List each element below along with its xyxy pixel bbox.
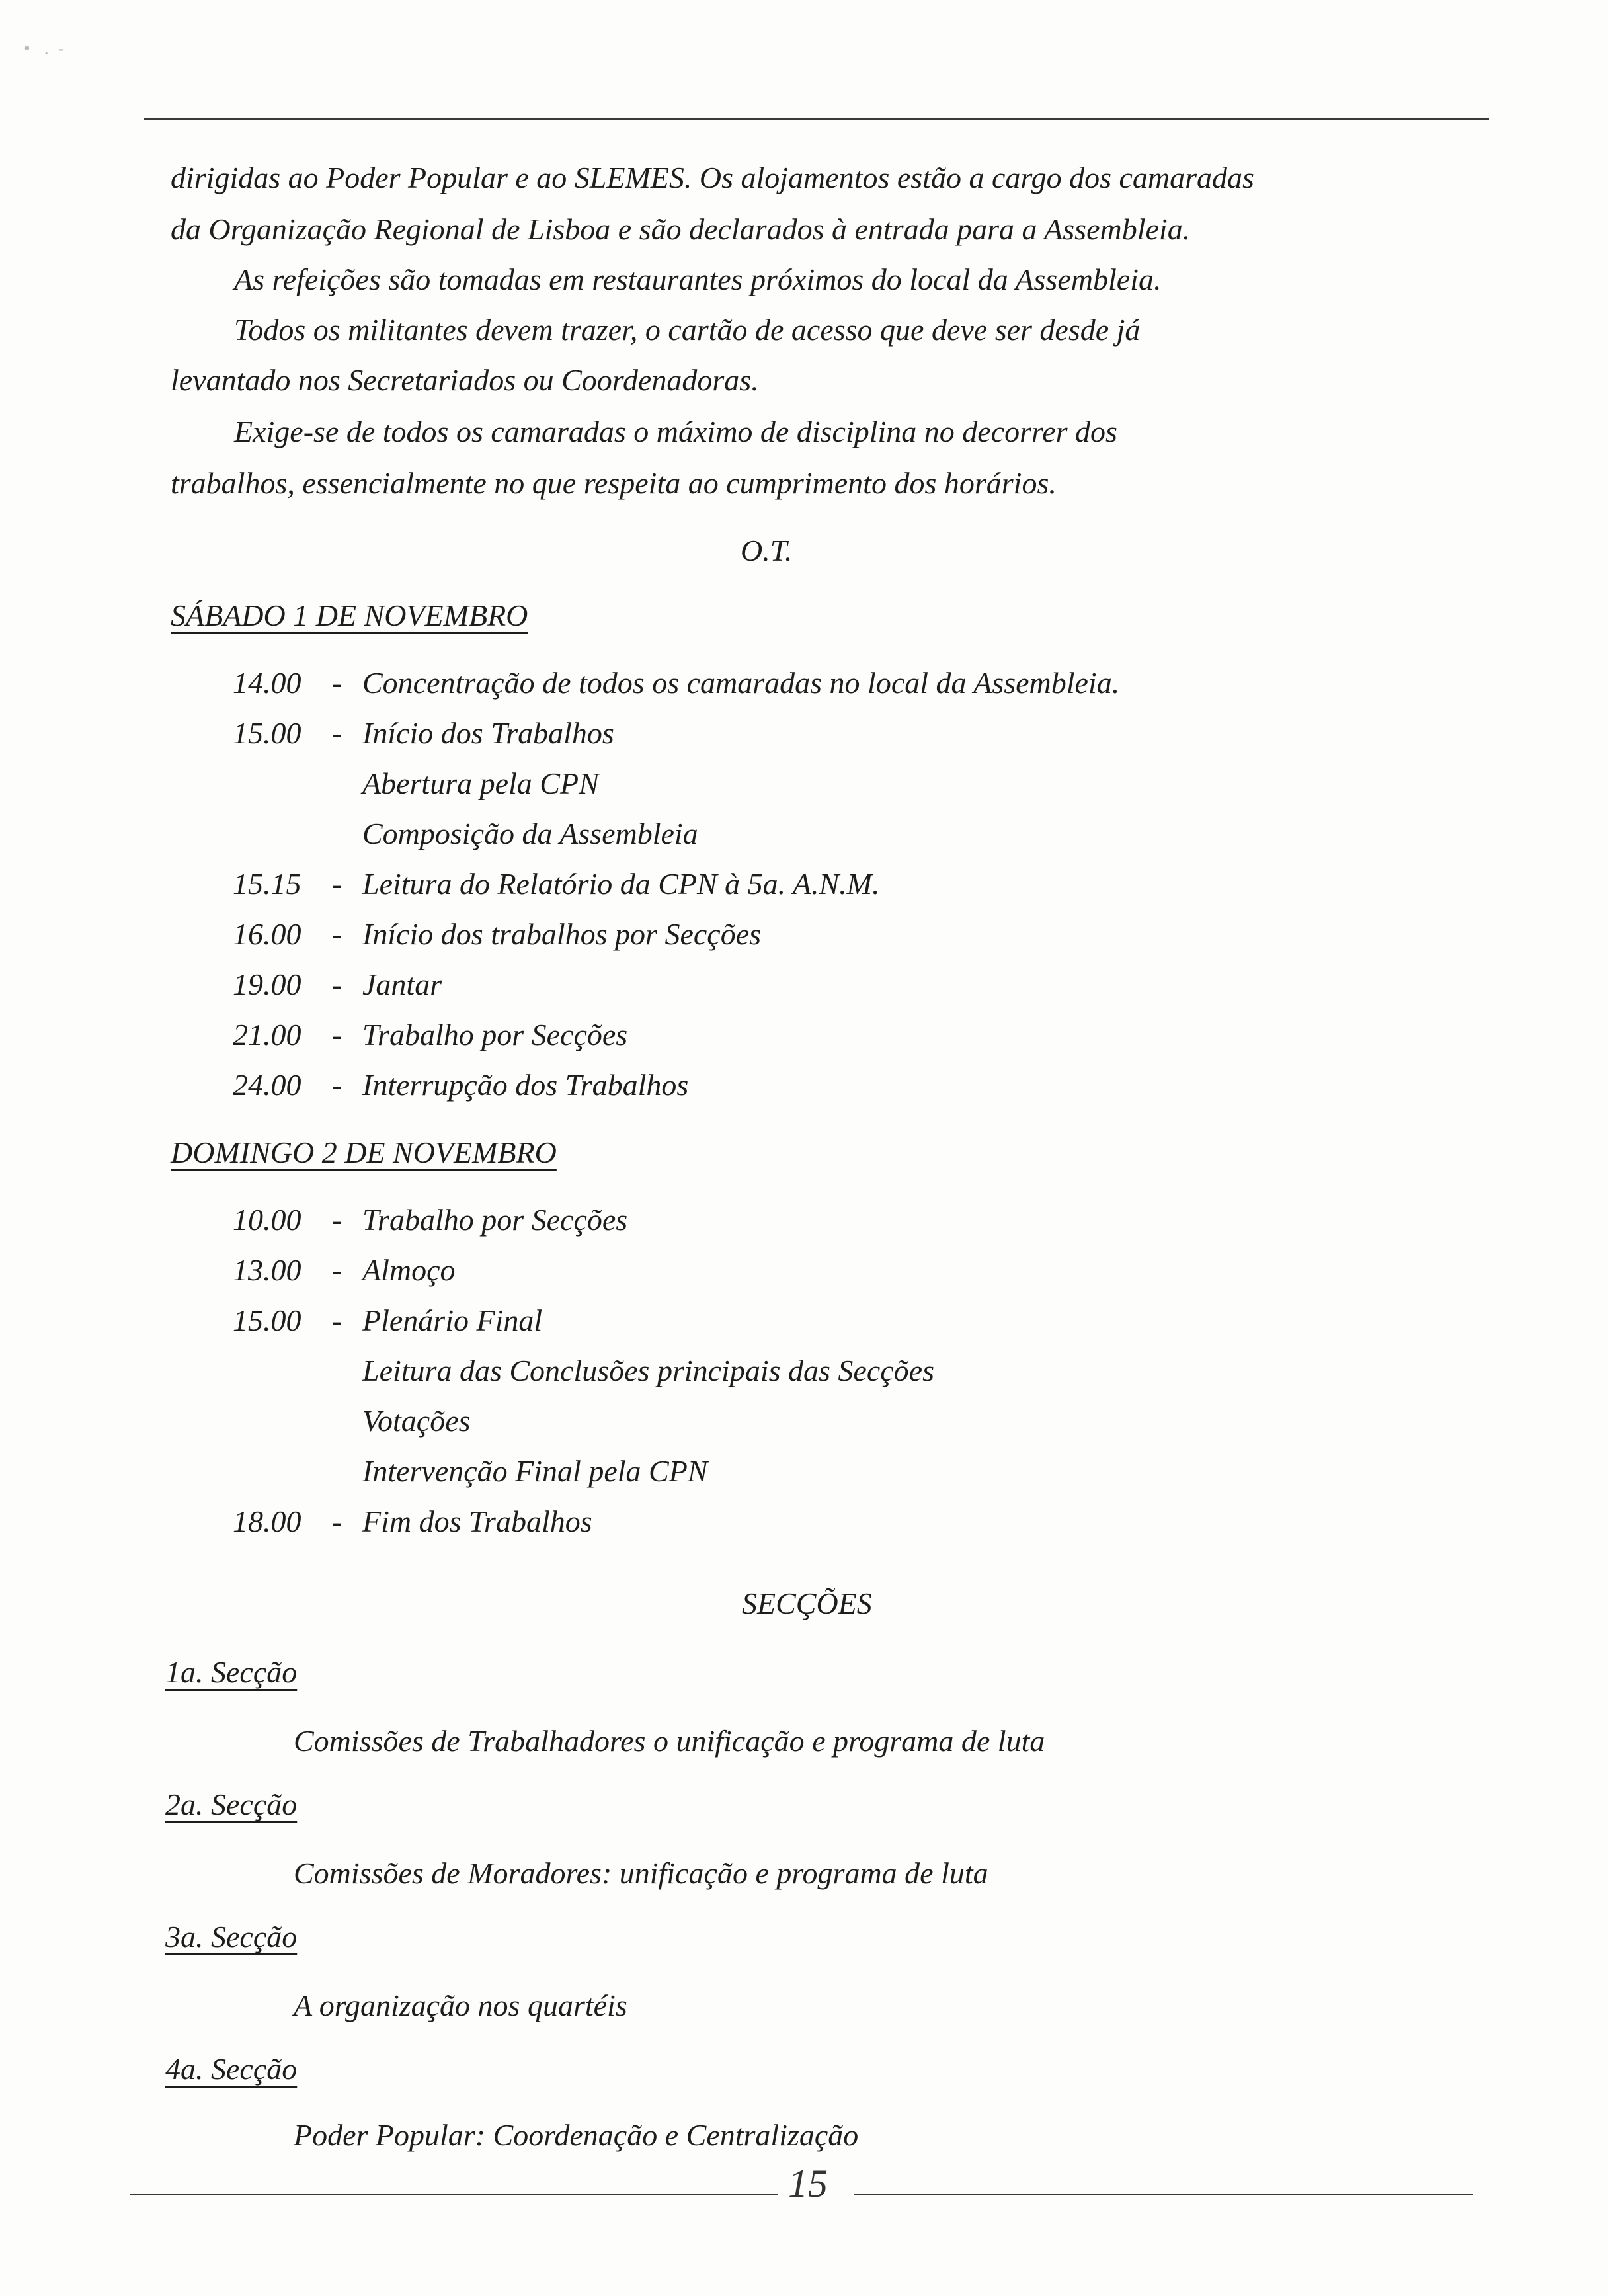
schedule-time: 15.00: [233, 1303, 302, 1337]
paragraph-line-2: da Organização Regional de Lisboa e são declarados à entrada para a Assembleia.: [171, 212, 1191, 246]
schedule-dash: -: [332, 1068, 342, 1102]
schedule-text: Interrupção dos Trabalhos: [362, 1068, 689, 1102]
sections-heading: SECÇÕES: [742, 1586, 872, 1620]
page-number: 15: [788, 2162, 828, 2205]
schedule-text: Abertura pela CPN: [362, 766, 599, 800]
schedule-text: Jantar: [362, 967, 442, 1001]
schedule-text: Votações: [362, 1404, 471, 1438]
schedule-time: 15.15: [233, 867, 302, 901]
schedule-time: 19.00: [233, 967, 302, 1001]
paragraph-line-7: trabalhos, essencialmente no que respeita ao cumprimento dos horários.: [171, 466, 1057, 500]
section-description: Poder Popular: Coordenação e Centralização: [294, 2118, 859, 2152]
section-description: A organização nos quartéis: [294, 1988, 627, 2022]
schedule-dash: -: [332, 1504, 342, 1538]
signature: O.T.: [741, 534, 793, 567]
schedule-time: 10.00: [233, 1203, 302, 1237]
schedule-text: Início dos Trabalhos: [362, 716, 614, 750]
bottom-rule-left: [130, 2194, 778, 2195]
schedule-dash: -: [332, 1303, 342, 1337]
schedule-text: Início dos trabalhos por Secções: [362, 917, 762, 951]
schedule-dash: -: [332, 867, 342, 901]
schedule-dash: -: [332, 716, 342, 750]
section-label: 1a. Secção: [165, 1655, 298, 1689]
schedule-text: Almoço: [362, 1253, 456, 1287]
bottom-rule-right: [854, 2194, 1473, 2195]
schedule-text: Fim dos Trabalhos: [362, 1504, 592, 1538]
schedule-text: Leitura do Relatório da CPN à 5a. A.N.M.: [362, 867, 880, 901]
day2-title: DOMINGO 2 DE NOVEMBRO: [171, 1135, 557, 1169]
paragraph-line-4: Todos os militantes devem trazer, o cartão de acesso que deve ser desde já: [234, 313, 1141, 347]
schedule-text: Intervenção Final pela CPN: [362, 1454, 708, 1488]
schedule-text: Composição da Assembleia: [362, 817, 698, 850]
scan-specks: • . -: [24, 38, 65, 59]
schedule-time: 14.00: [233, 666, 302, 700]
paragraph-line-3: As refeições são tomadas em restaurantes próximos do local da Assembleia.: [234, 263, 1162, 296]
schedule-time: 18.00: [233, 1504, 302, 1538]
schedule-text: Concentração de todos os camaradas no local da Assembleia.: [362, 666, 1120, 700]
top-rule: [144, 118, 1489, 120]
schedule-time: 16.00: [233, 917, 302, 951]
schedule-text: Plenário Final: [362, 1303, 543, 1337]
section-label: 3a. Secção: [165, 1920, 298, 1953]
schedule-dash: -: [332, 967, 342, 1001]
schedule-dash: -: [332, 1018, 342, 1051]
section-label: 2a. Secção: [165, 1787, 298, 1821]
schedule-dash: -: [332, 917, 342, 951]
schedule-time: 21.00: [233, 1018, 302, 1051]
schedule-dash: -: [332, 1253, 342, 1287]
section-description: Comissões de Trabalhadores o unificação e programa de luta: [294, 1724, 1045, 1758]
schedule-time: 15.00: [233, 716, 302, 750]
schedule-time: 13.00: [233, 1253, 302, 1287]
paragraph-line-6: Exige-se de todos os camaradas o máximo de disciplina no decorrer dos: [234, 415, 1117, 448]
paragraph-line-5: levantado nos Secretariados ou Coordenadoras.: [171, 363, 759, 397]
paragraph-line-1: dirigidas ao Poder Popular e ao SLEMES. Os alojamentos estão a cargo dos camaradas: [171, 161, 1254, 194]
schedule-text: Leitura das Conclusões principais das Secções: [362, 1354, 934, 1387]
section-label: 4a. Secção: [165, 2052, 298, 2086]
section-description: Comissões de Moradores: unificação e programa de luta: [294, 1856, 988, 1890]
schedule-text: Trabalho por Secções: [362, 1203, 628, 1237]
schedule-time: 24.00: [233, 1068, 302, 1102]
schedule-dash: -: [332, 1203, 342, 1237]
schedule-text: Trabalho por Secções: [362, 1018, 628, 1051]
schedule-dash: -: [332, 666, 342, 700]
day1-title: SÁBADO 1 DE NOVEMBRO: [171, 598, 528, 632]
